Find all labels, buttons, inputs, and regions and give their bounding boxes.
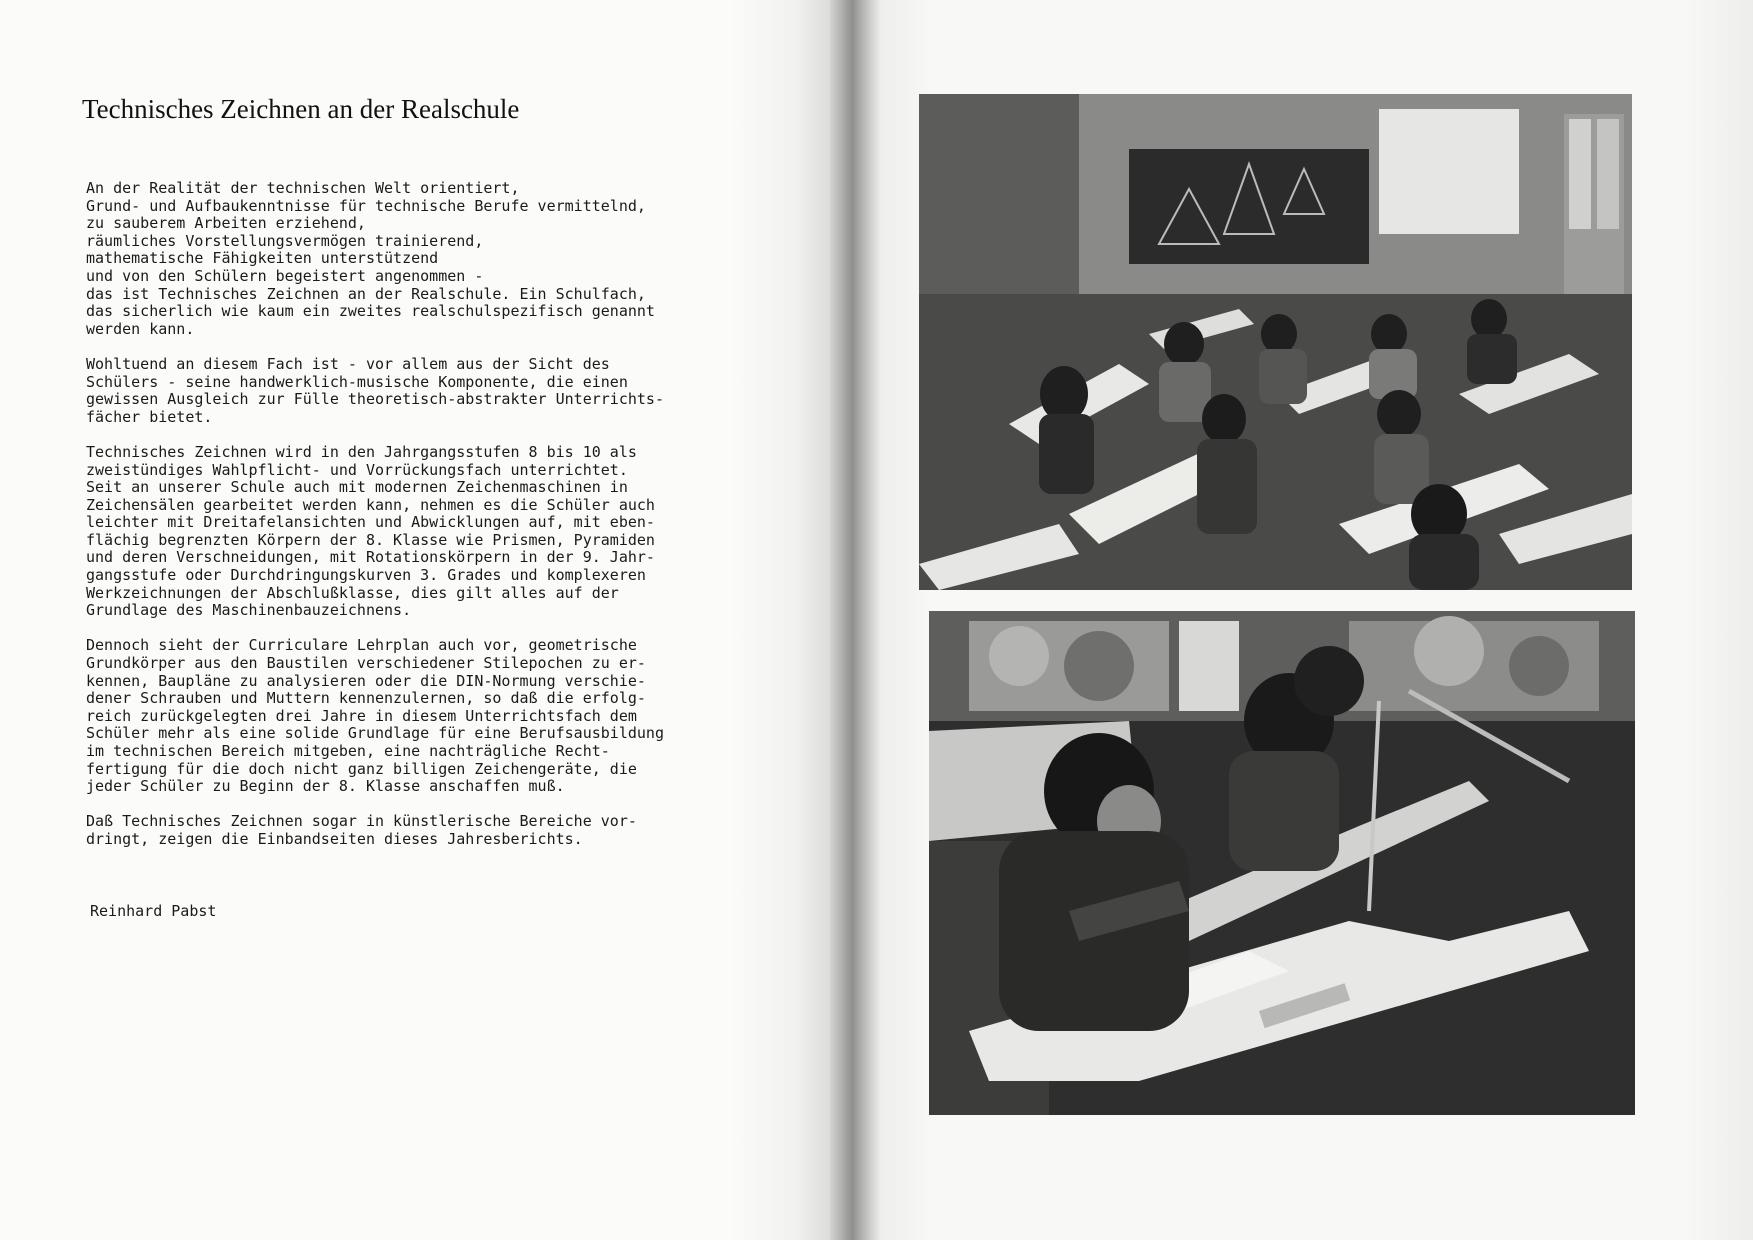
text-line: mathematische Fähigkeiten unterstützend xyxy=(86,249,439,268)
text-line: Seit an unserer Schule auch mit modernen Zeichenmaschinen in xyxy=(86,478,628,497)
text-line: gewissen Ausgleich zur Fülle theoretisch-abstrakter Unterrichts- xyxy=(86,390,664,409)
book-gutter xyxy=(830,0,880,1240)
text-line: reich zurückgelegten drei Jahre in diesem Unterrichtsfach dem xyxy=(86,706,637,725)
text-line: Technisches Zeichnen wird in den Jahrgangsstufen 8 bis 10 als xyxy=(86,442,637,461)
text-line: Grundkörper aus den Baustilen verschiedener Stilepochen zu er- xyxy=(86,654,646,673)
article-paragraph xyxy=(86,444,786,620)
text-line: zweistündiges Wahlpflicht- und Vorrückungsfach unterrichtet. xyxy=(86,460,628,479)
text-line: und deren Verschneidungen, mit Rotationskörpern in der 9. Jahr- xyxy=(86,548,655,567)
text-line: Grund- und Aufbaukenntnisse für technische Berufe vermittelnd, xyxy=(86,196,646,215)
text-line: leichter mit Dreitafelansichten und Abwicklungen auf, mit eben- xyxy=(86,513,655,532)
classroom-photo xyxy=(919,94,1632,590)
text-line: werden kann. xyxy=(86,319,195,338)
text-line: flächig begrenzten Körpern der 8. Klasse wie Prismen, Pyramiden xyxy=(86,530,655,549)
article-paragraph xyxy=(86,637,786,795)
text-line: gangsstufe oder Durchdringungskurven 3. Grades und komplexeren xyxy=(86,566,646,585)
page-heading: Technisches Zeichnen an der Realschule xyxy=(82,94,520,124)
text-line: das sicherlich wie kaum ein zweites realschulspezifisch genannt xyxy=(86,302,655,321)
text-line: Schülers - seine handwerklich-musische Komponente, die einen xyxy=(86,372,628,391)
text-line: Daß Technisches Zeichnen sogar in künstlerische Bereiche vor- xyxy=(86,812,637,831)
text-line: das ist Technisches Zeichnen an der Realschule. Ein Schulfach, xyxy=(86,284,646,303)
article-paragraph xyxy=(86,180,786,338)
text-line: und von den Schülern begeistert angenommen - xyxy=(86,266,484,285)
text-line: zu sauberem Arbeiten erziehend, xyxy=(86,214,366,233)
left-page xyxy=(0,0,830,1240)
text-line: räumliches Vorstellungsvermögen trainierend, xyxy=(86,231,484,250)
text-line: dener Schrauben und Muttern kennenzulernen, so daß die erfolg- xyxy=(86,689,646,708)
article-paragraph xyxy=(86,813,786,848)
text-line: Wohltuend an diesem Fach ist - vor allem aus der Sicht des xyxy=(86,354,610,373)
text-line: Schüler mehr als eine solide Grundlage für eine Berufsausbildung xyxy=(86,724,664,743)
author-signature: Reinhard Pabst xyxy=(90,902,217,920)
text-line: Grundlage des Maschinenbauzeichnens. xyxy=(86,601,412,620)
text-line: dringt, zeigen die Einbandseiten dieses Jahresberichts. xyxy=(86,829,583,848)
article-body xyxy=(86,180,786,866)
text-line: Zeichensälen gearbeitet werden kann, nehmen es die Schüler auch xyxy=(86,495,655,514)
text-line: fächer bietet. xyxy=(86,407,213,426)
text-line: Dennoch sieht der Curriculare Lehrplan auch vor, geometrische xyxy=(86,636,637,655)
drafting-students-photo xyxy=(929,611,1635,1115)
text-line: An der Realität der technischen Welt orientiert, xyxy=(86,179,520,197)
text-line: fertigung für die doch nicht ganz billigen Zeichengeräte, die xyxy=(86,759,637,778)
text-line: kennen, Baupläne zu analysieren oder die DIN-Normung verschie- xyxy=(86,671,646,690)
text-line: Werkzeichnungen der Abschlußklasse, dies gilt alles auf der xyxy=(86,583,619,602)
text-line: jeder Schüler zu Beginn der 8. Klasse anschaffen muß. xyxy=(86,777,565,796)
article-paragraph xyxy=(86,356,786,426)
text-line: im technischen Bereich mitgeben, eine nachträgliche Recht- xyxy=(86,742,610,760)
